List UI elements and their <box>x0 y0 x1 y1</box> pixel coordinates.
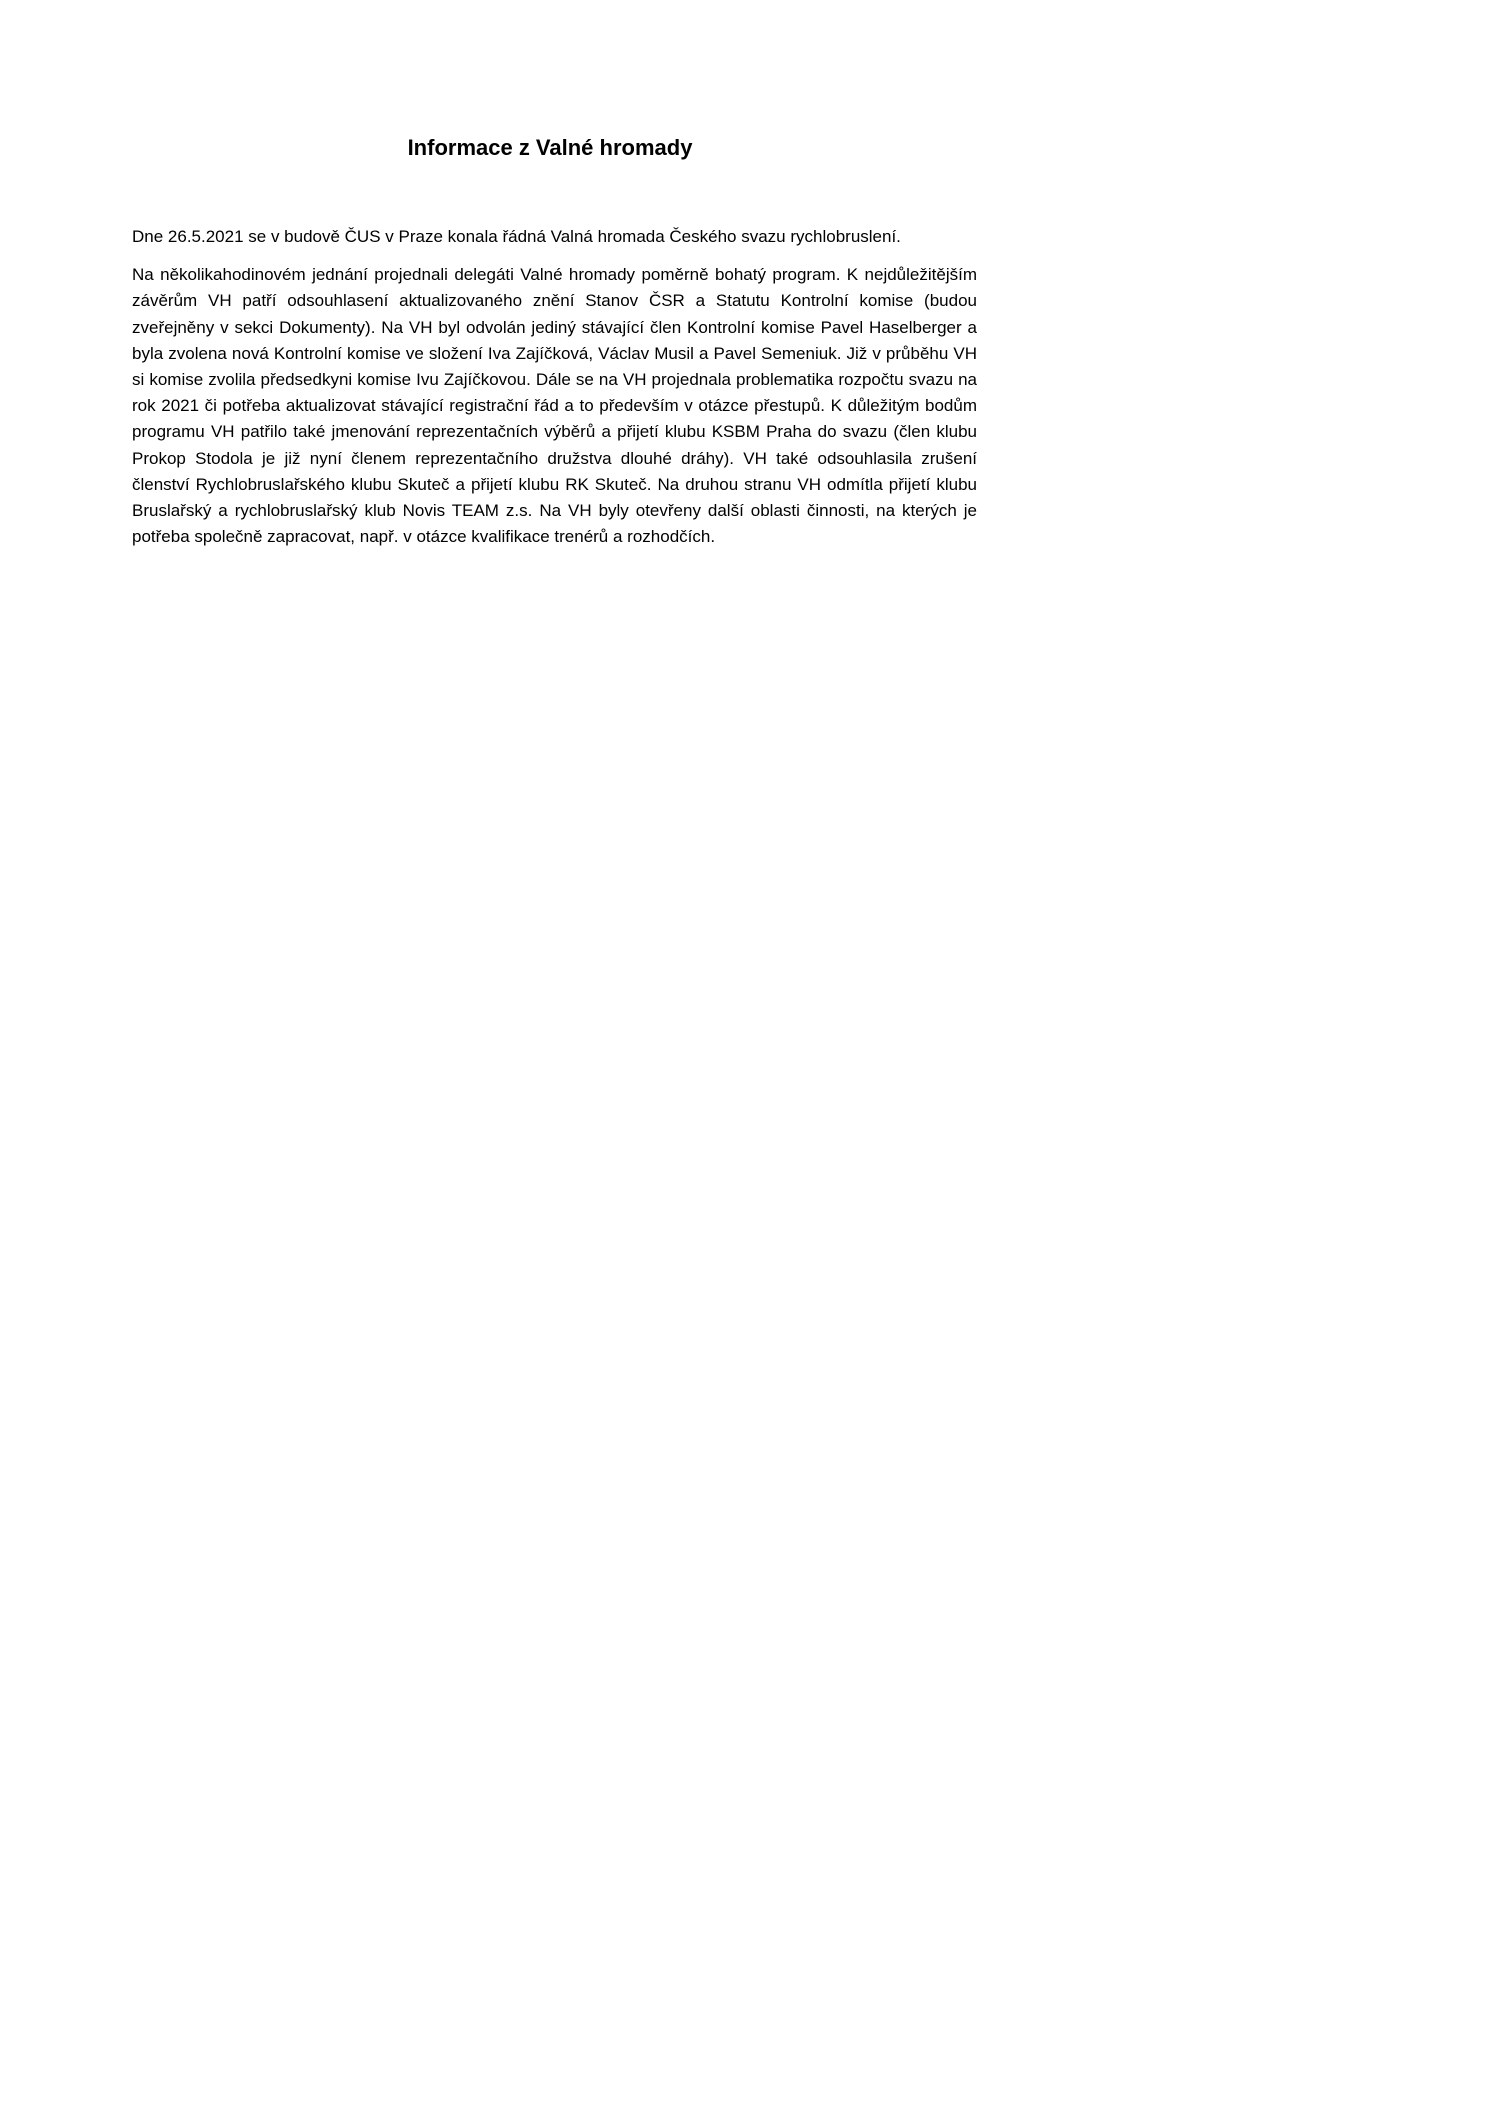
paragraph-meeting-date: Dne 26.5.2021 se v budově ČUS v Praze konala řádná Valná hromada Českého svazu rychlobruslení. <box>132 227 901 246</box>
document-body <box>132 224 977 550</box>
page-title: Informace z Valné hromady <box>407 135 693 160</box>
paragraph-meeting-summary: Na několikahodinovém jednání projednali delegáti Valné hromady poměrně bohatý program. K nejdůležitějším závěrům VH patří odsouhlasení aktualizovaného znění Stanov ČSR a Statutu Kontrolní komise (budou zveřejněny v sekci Dokumenty). Na VH byl odvolán jediný stávající člen Kontrolní komise Pavel Haselberger a byla zvolena nová Kontrolní komise ve složení Iva Zajíčková, Václav Musil a Pavel Semeniuk. Již v průběhu VH si komise zvolila předsedkyni komise Ivu Zajíčkovou. Dále se na VH projednala problematika rozpočtu svazu na rok 2021 či potřeba aktualizovat stávající registrační řád a to především v otázce přestupů. K důležitým bodům programu VH patřilo také jmenování reprezentačních výběrů a přijetí klubu KSBM Praha do svazu (člen klubu Prokop Stodola je již nyní členem reprezentačního družstva dlouhé dráhy). VH také odsouhlasila zrušení členství Rychlobruslařského klubu Skuteč a přijetí klubu RK Skuteč. Na druhou stranu VH odmítla přijetí klubu Bruslařský a rychlobruslařský klub Novis TEAM z.s. Na VH byly otevřeny další oblasti činnosti, na kterých je potřeba společně zapracovat, např. v otázce kvalifikace trenérů a rozhodčích. <box>132 265 977 547</box>
